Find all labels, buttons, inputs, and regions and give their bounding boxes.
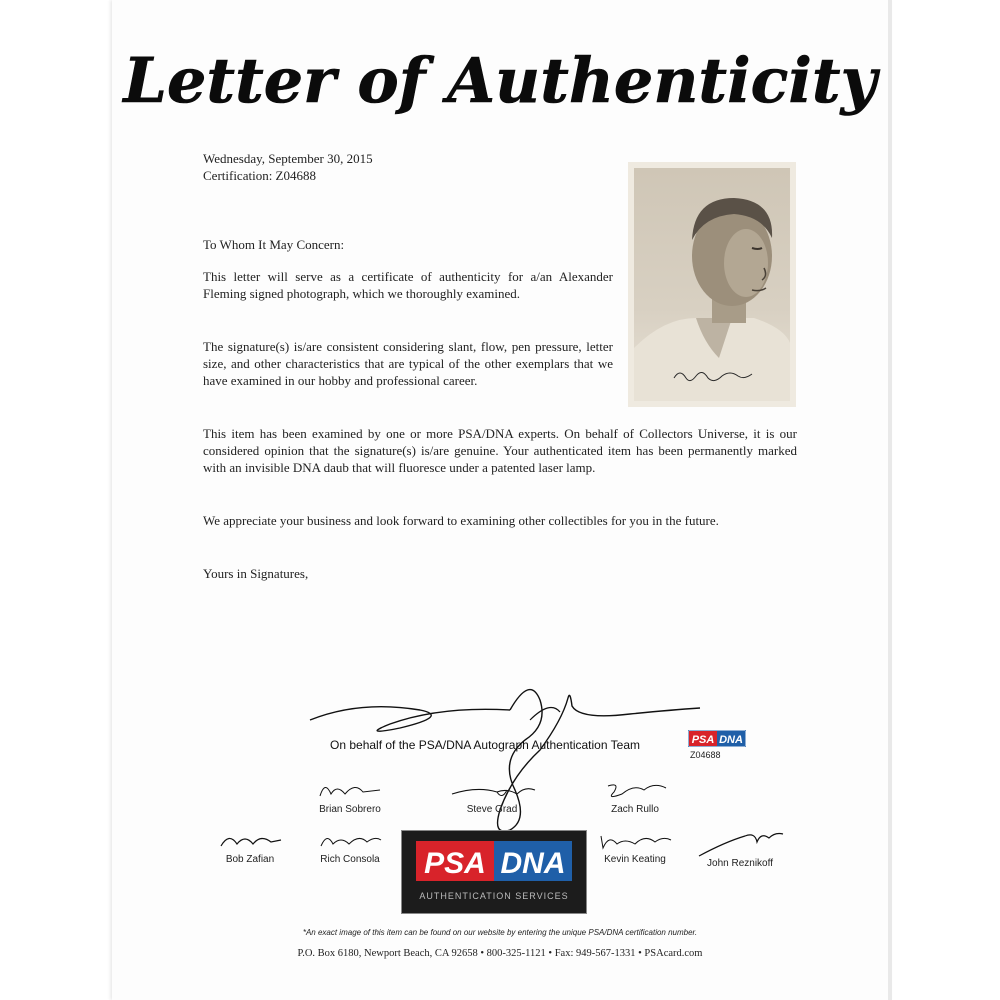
svg-text:PSA: PSA <box>691 734 715 746</box>
certification-number: Certification: Z04688 <box>203 168 317 183</box>
psa-dna-logo <box>401 830 587 914</box>
staff-rich-consola <box>305 828 395 865</box>
staff-zach-rullo <box>590 778 680 815</box>
badge-cert-number: Z04688 <box>690 750 721 760</box>
psa-dna-badge <box>688 730 746 747</box>
staff-name: Rich Consola <box>320 854 380 865</box>
letter-title <box>112 24 888 134</box>
staff-name: Bob Zafian <box>225 854 275 865</box>
staff-brian-sobrero <box>305 778 395 815</box>
portrait-image <box>634 168 790 401</box>
logo-tagline: AUTHENTICATION SERVICES <box>419 891 569 901</box>
paragraph-4: We appreciate your business and look forward to examining other collectibles for you in the future. <box>203 513 719 528</box>
signed-photograph <box>628 162 796 407</box>
salutation: To Whom It May Concern: <box>203 237 345 252</box>
on-behalf-text: On behalf of the PSA/DNA Autograph Authentication Team <box>330 738 640 752</box>
main-signature <box>300 680 720 850</box>
title-text: Letter of Authenticity <box>123 44 877 117</box>
paragraph-2: The signature(s) is/are consistent considering slant, flow, pen pressure, letter size, and other characteristics that are typical of the other exemplars that we have examined in our hobby and professional career. <box>203 339 613 388</box>
closing: Yours in Signatures, <box>203 566 309 581</box>
page-edge <box>888 0 892 1000</box>
staff-name: Brian Sobrero <box>319 804 381 815</box>
staff-steve-grad <box>442 778 542 815</box>
footnote: *An exact image of this item can be found on our website by entering the unique PSA/DNA certification number. <box>302 928 698 937</box>
staff-bob-zafian <box>210 828 290 865</box>
staff-kevin-keating <box>590 828 680 865</box>
staff-john-reznikoff <box>690 828 790 869</box>
staff-name: John Reznikoff <box>707 858 773 869</box>
svg-text:DNA: DNA <box>719 734 743 746</box>
staff-name: Steve Grad <box>466 804 518 815</box>
letter-meta <box>203 150 373 184</box>
paragraph-1: This letter will serve as a certificate of authenticity for a/an Alexander Fleming signed photograph, which we thoroughly examined. <box>203 269 613 301</box>
staff-name: Kevin Keating <box>604 854 666 865</box>
staff-name: Zach Rullo <box>611 804 659 815</box>
paragraph-3: This item has been examined by one or more PSA/DNA experts. On behalf of Collectors Universe, it is our considered opinion that the signature(s) is/are genuine. Your authenticated item has been permanently marked with an invisible DNA daub that will fluoresce under a patented laser lamp. <box>203 426 797 475</box>
logo-dna-text: DNA <box>500 847 566 880</box>
company-address: P.O. Box 6180, Newport Beach, CA 92658 • 800-325-1121 • Fax: 949-567-1331 • PSAcard.com <box>297 948 703 959</box>
logo-psa-text: PSA <box>424 847 486 880</box>
letter-date: Wednesday, September 30, 2015 <box>203 151 373 166</box>
